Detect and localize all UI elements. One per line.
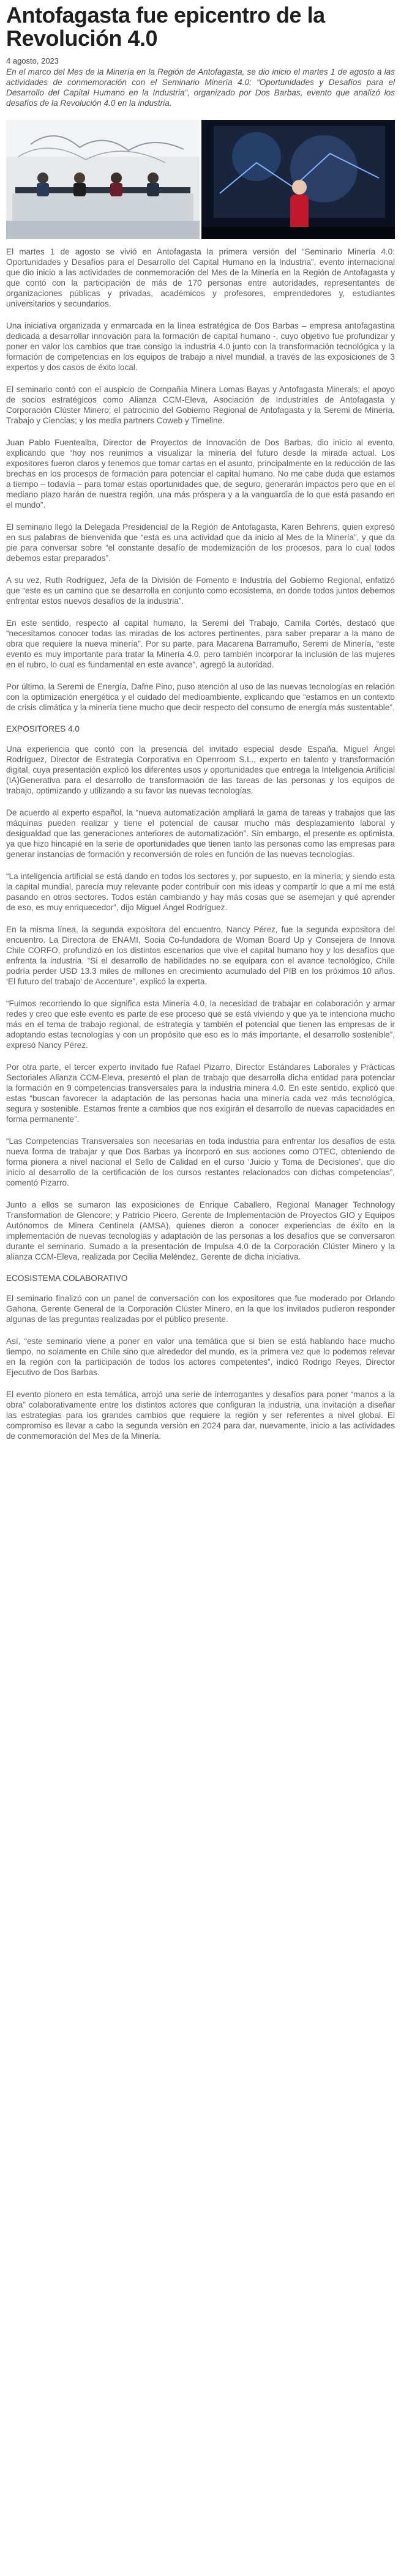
- paragraph: El martes 1 de agosto se vivió en Antofagasta la primera versión del “Seminario Minería 4.0: Oportunidades y Desafíos para el Desarrollo del Capital Humano en la Industria”, evento internacional que dio inicio a las actividades de conmemoración del Mes de la Minería en la Región de Antofagasta y que contó con la participación de más de 170 personas entre autoridades, representantes de organizaciones públicas y privadas, académicos y profesores, emprendedores y, estudiantes universitarios y secundarios.: [6, 247, 395, 308]
- article-date: 4 agosto, 2023: [6, 56, 59, 65]
- paragraph: “Fuimos recorriendo lo que significa esta Minería 4.0, la necesidad de trabajar en colaboración y armar redes y creo que este evento es parte de ese proceso que se está viviendo y que ya te intenciona mucho más en el tema de trabajo regional, de estrategia y también el potencial que tienen las empresas de ir adoptando estas tecnologías y con un propósito que eso es lo más importante, el desarrollo sostenible”, expresó Nancy Pérez.: [6, 999, 395, 1050]
- seminar-room-illustration: [6, 120, 200, 239]
- paragraph: Así, “este seminario viene a poner en valor una temática que si bien se está hablando hace mucho tiempo, no solamente en Chile sino que alrededor del mundo, es la primera vez que lo podemos relevar en la región con la participación de todos los actores competentes”, indicó Rodrigo Reyes, Director Ejecutivo de Dos Barbas.: [6, 1337, 395, 1377]
- speaker-photo: [201, 120, 395, 239]
- paragraph: Una iniciativa organizada y enmarcada en la línea estratégica de Dos Barbas – empresa antofagastina dedicada a desarrollar innovación para la formación de capital humano -, cuyo objetivo fue profundizar y poner en valor los cambios que trae consigo la industria 4.0 junto con la transformación tecnológica y la formación de competencias en los equipos de trabajo a nivel mundial, a través de las exposiciones de 3 expertos y dos casos de éxito local.: [6, 321, 395, 372]
- paragraph: “La inteligencia artificial se está dando en todos los sectores y, por supuesto, en la minería; y siendo esta la capital mundial, parecía muy relevante poder contribuir con mis ideas y compartir lo que a mí me está pasando en otros sectores. Todos están cambiando y hay más cosas que se asemejan y qué aprender de eso, es muy enriquecedor”, dijo Miguel Ángel Rodríguez.: [6, 872, 395, 912]
- article-images: [6, 120, 395, 239]
- paragraph: El evento pionero en esta temática, arrojó una serie de interrogantes y desafíos para poner “manos a la obra” colaborativamente entre los distintos actores que configuran la industria, una invitación a diseñar las estrategias para los grandes cambios que requiere la región y ser referentes a nivel global. El compromiso es llevar a cabo la segunda versión en 2024 para dar, nuevamente, inicio a las actividades de conmemoración del Mes de la Minería.: [6, 1390, 395, 1441]
- paragraph: “Las Competencias Transversales son necesarias en toda industria para enfrentar los desafíos de esta nueva forma de trabajar y que Dos Barbas ya incorporó en sus acciones como OTEC, obteniendo de forma pionera a nivel nacional el Sello de Calidad en el curso ‘Juicio y Toma de Decisiones’, que dio inicio al desarrollo de la certificación de los cursos restantes relacionados con dichas competencias”, comentó Pizarro.: [6, 1137, 395, 1187]
- paragraph: De acuerdo al experto español, la “nueva automatización ampliará la gama de tareas y trabajos que las máquinas pueden realizar y tiene el potencial de causar mucho más desplazamiento laboral y desigualdad que las generaciones anteriores de automatización”. Sin embargo, el presente es optimista, ya que hizo hincapié en la serie de oportunidades que tienen tanto las personas como las empresas para generar instancias de formación y reconversión de roles en función de las nuevas tecnologías.: [6, 808, 395, 859]
- article: [6, 0, 395, 1465]
- article-title: Antofagasta fue epicentro de la Revolución 4.0: [6, 2, 325, 51]
- seminar-room-photo: [6, 120, 200, 239]
- paragraph: El seminario finalizó con un panel de conversación con los expositores que fue moderado por Orlando Gahona, Gerente General de la Corporación Clúster Minero, en la que los invitados pudieron responder algunas de las preguntas realizadas por el público presente.: [6, 1294, 395, 1324]
- paragraph: El seminario contó con el auspicio de Compañía Minera Lomas Bayas y Antofagasta Minerals; el apoyo de socios estratégicos como Alianza CCM-Eleva, Asociación de Industriales de Antofagasta y Corporación Clúster Minero; el patrocinio del Gobierno Regional de Antofagasta y la Seremi de Minería, Trabajo y Ciencias; y los media partners Coweb y Timeline.: [6, 385, 395, 425]
- paragraph: Por último, la Seremi de Energía, Dafne Pino, puso atención al uso de las nuevas tecnologías en relación con la optimización energética y el cuidado del medioambiente, explicando que “estamos en un contexto de crisis climática y la minería tiene mucho que decir respecto del consumo de energía más sustentable”.: [6, 682, 395, 712]
- paragraph: Por otra parte, el tercer experto invitado fue Rafael Pizarro, Director Estándares Laborales y Prácticas Sectoriales Alianza CCM-Eleva, presentó el plan de trabajo que desarrolla dicha entidad para potenciar la formación en 9 competencias transversales para la industria minera 4.0. En este sentido, explicó que estas “buscan favorecer la adaptación de las personas hacia una minería cada vez más tecnológica, segura y sostenible. Estamos frente a cambios que nos exigirán el desarrollo de nuevas capacidades en forma permanente”.: [6, 1063, 395, 1124]
- paragraph: A su vez, Ruth Rodríguez, Jefa de la División de Fomento e Industria del Gobierno Regional, enfatizó que “este es un camino que se desarrolla en conjunto como ecosistema, en donde todos juntos debemos enfrentar estos nuevos desafíos de la industria”.: [6, 576, 395, 606]
- paragraph: Junto a ellos se sumaron las exposiciones de Enrique Caballero, Regional Manager Technology Transformation de Glencore; y Patricio Picero, Gerente de Implementación de Proyectos GIO y Equipos Autónomos de Minera Centinela (AMSA), quienes dieron a conocer experiencias de éxito en la implementación de nuevas tecnologías y adaptación de las personas a los desafíos que se conversaron durante el seminario. Sumado a la presentación de Impulsa 4.0 de la Corporación Clúster Minero y la alianza CCM-Eleva, realizada por Cecilia Meléndez, Gerente de dicha iniciativa.: [6, 1200, 395, 1261]
- section-title: ECOSISTEMA COLABORATIVO: [6, 1274, 128, 1283]
- paragraph: El seminario llegó la Delegada Presidencial de la Región de Antofagasta, Karen Behrens, quien expresó en sus palabras de bienvenida que “esta es una actividad que da inicio al Mes de la Minería”, y que da pie para conversar sobre “el constante desafío de modernización de los procesos, para lo cual todos debemos estar preparados”.: [6, 522, 395, 563]
- paragraph: Una experiencia que contó con la presencia del invitado especial desde España, Miguel Ángel Rodríguez, Director de Estrategia Corporativa en Openroom S.L., experto en talento y transformación digital, cuya presentación explicó los diferentes usos y oportunidades que entrega la Inteligencia Artificial (IA)Generativa para el desarrollo de transformación de las tareas de las personas y los equipos de trabajo, optimizando y utilizando a su favor las nuevas tecnologías.: [6, 744, 395, 795]
- speaker-illustration: [201, 120, 395, 239]
- paragraph: En este sentido, respecto al capital humano, la Seremi del Trabajo, Camila Cortés, destacó que “necesitamos conocer todas las miradas de los actores pertinentes, para saber preparar a la mano de obra que requiere la nueva minería”. Por su parte, para Macarena Barramuño, Seremi de Minería, “este evento es muy importante para tratar la Minería 4.0, pero también incorporar la inclusión de las mujeres en el rubro, lo cual es fundamental en este avance”, agregó la autoridad.: [6, 618, 395, 669]
- paragraph: Juan Pablo Fuentealba, Director de Proyectos de Innovación de Dos Barbas, dio inicio al evento, explicando que “hoy nos reunimos a visualizar la minería del futuro desde la mirada actual. Los expositores fueron claros y tenemos que tomar cartas en el asunto, principalmente en la reducción de las brechas en los procesos de formación para potenciar el capital humano. No me cabe duda que estamos a tiempo – todavía – para tomar estas oportunidades que, de seguro, generarán impactos pero que en el mediano plazo harán de nuestra región, una más próspera y a la vanguardia de lo que está pasando en el mundo”.: [6, 438, 395, 510]
- article-lead: En el marco del Mes de la Minería en la Región de Antofagasta, se dio inicio el martes 1 de agosto a las actividades de conmemoración con el Seminario Minería 4.0: “Oportunidades y Desafíos para el Desarrollo del Capital Humano en la Industria”, organizado por Dos Barbas, evento que analizó los desafíos de la Revolución 4.0 en la industria.: [6, 67, 395, 108]
- paragraph: En la misma línea, la segunda expositora del encuentro, Nancy Pérez, fue la segunda expositora del encuentro. La Directora de ENAMI, Socia Co-fundadora de Woman Board Up y Consejera de Innova Chile CORFO, profundizó en los distintos escenarios que vive el capital humano hoy y los desafíos que enfrenta la industria. “Si el desarrollo de habilidades no se equipara con el avance tecnológico, Chile podría perder USD 13.3 miles de millones en crecimiento acumulado del PIB en los próximos 10 años. ‘El futuro del trabajo’ de Accenture”, explicó la experta.: [6, 925, 395, 986]
- section-title: EXPOSITORES 4.0: [6, 724, 80, 733]
